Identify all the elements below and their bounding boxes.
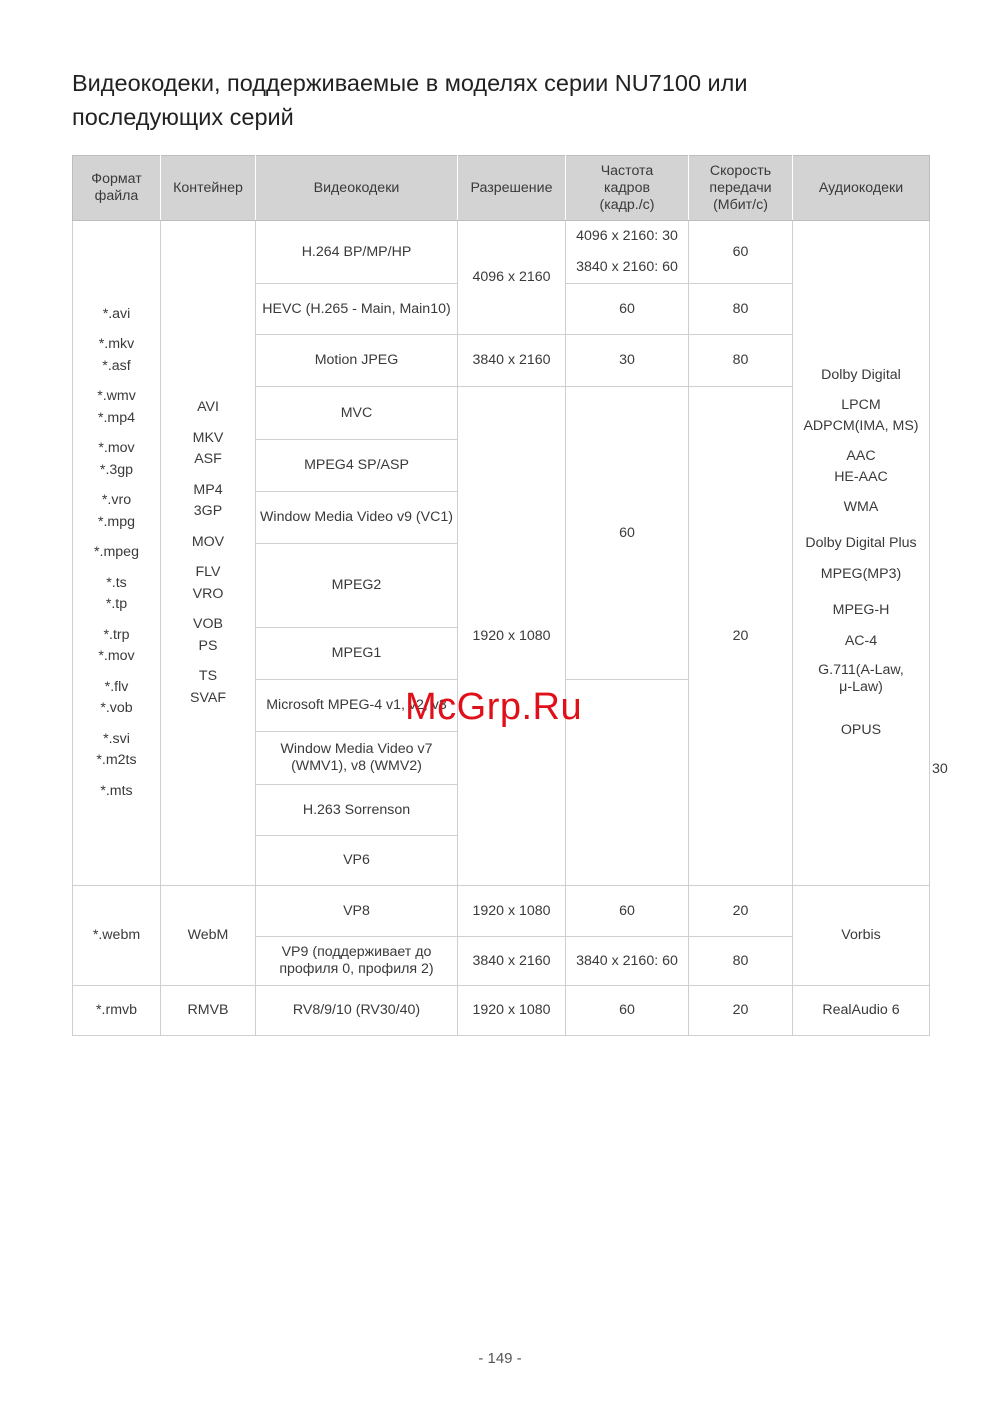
audio-codec-list: Dolby Digital LPCM ADPCM(IMA, MS) AAC HE-AAC WMA Dolby Digital Plus MPEG(MP3) MPEG-H AC-4 G.711(A-Law, μ-Law) OPUS bbox=[793, 221, 930, 886]
codec-h263: H.263 Sorrenson bbox=[256, 785, 458, 836]
title-line-1: Видеокодеки, поддерживаемые в моделях серии NU7100 или bbox=[72, 70, 748, 96]
resolution-vp8: 1920 x 1080 bbox=[458, 886, 566, 937]
codec-mjpeg: Motion JPEG bbox=[256, 335, 458, 387]
resolution-1080: 1920 x 1080 bbox=[458, 387, 566, 886]
codec-mpeg2: MPEG2 bbox=[256, 544, 458, 628]
header-container: Контейнер bbox=[161, 156, 256, 221]
codec-h264: H.264 BP/MP/HP bbox=[256, 221, 458, 284]
page-number: - 149 - bbox=[478, 1350, 522, 1367]
header-file-format: Формат файла bbox=[73, 156, 161, 221]
bitrate-hevc: 80 bbox=[689, 284, 793, 335]
framerate-hevc: 60 bbox=[566, 284, 689, 335]
table-row bbox=[73, 986, 930, 1036]
bitrate-20-group: 20 bbox=[689, 387, 793, 886]
table-row bbox=[73, 221, 930, 284]
file-format-list: *.avi *.mkv *.asf *.wmv *.mp4 *.mov *.3gp *.vro *.mpg *.mpeg *.ts *.tp *.trp *.mov *.flv *.vob *.svi *.m2ts *.mts bbox=[73, 221, 161, 886]
codec-hevc: HEVC (H.265 - Main, Main10) bbox=[256, 284, 458, 335]
framerate-vp8: 60 bbox=[566, 886, 689, 937]
codec-rv: RV8/9/10 (RV30/40) bbox=[256, 986, 458, 1036]
resolution-4096: 4096 x 2160 bbox=[458, 221, 566, 335]
framerate-60-group: 60 bbox=[566, 387, 689, 680]
watermark-logo: McGrp.Ru bbox=[405, 686, 583, 728]
resolution-mjpeg: 3840 x 2160 bbox=[458, 335, 566, 387]
bitrate-vp8: 20 bbox=[689, 886, 793, 937]
framerate-vp9: 3840 x 2160: 60 bbox=[566, 937, 689, 986]
bitrate-vp9: 80 bbox=[689, 937, 793, 986]
bitrate-mjpeg: 80 bbox=[689, 335, 793, 387]
file-format-rmvb: *.rmvb bbox=[73, 986, 161, 1036]
codec-wmv9: Window Media Video v9 (VC1) bbox=[256, 492, 458, 544]
framerate-mjpeg: 30 bbox=[566, 335, 689, 387]
codec-vp8: VP8 bbox=[256, 886, 458, 937]
codec-msmpeg4: Microsoft MPEG-4 v1, v2, v3 bbox=[256, 680, 458, 732]
header-resolution: Разрешение bbox=[458, 156, 566, 221]
header-video-codec: Видеокодеки bbox=[256, 156, 458, 221]
framerate-h264: 4096 x 2160: 30 3840 x 2160: 60 bbox=[566, 221, 689, 284]
resolution-rv: 1920 x 1080 bbox=[458, 986, 566, 1036]
video-codecs-table bbox=[72, 155, 948, 1036]
container-rmvb: RMVB bbox=[161, 986, 256, 1036]
table-header-row bbox=[73, 156, 930, 221]
title-line-2: последующих серий bbox=[72, 104, 294, 130]
bitrate-rv: 20 bbox=[689, 986, 793, 1036]
header-frame-rate: Частота кадров (кадр./с) bbox=[566, 156, 689, 221]
codec-vp9: VP9 (поддерживает до профиля 0, профиля 2) bbox=[256, 937, 458, 986]
resolution-vp9: 3840 x 2160 bbox=[458, 937, 566, 986]
codec-mpeg4: MPEG4 SP/ASP bbox=[256, 440, 458, 492]
audio-realaudio: RealAudio 6 bbox=[793, 986, 930, 1036]
codec-wmv7: Window Media Video v7 (WMV1), v8 (WMV2) bbox=[256, 732, 458, 785]
bitrate-h264: 60 bbox=[689, 221, 793, 284]
codec-vp6: VP6 bbox=[256, 836, 458, 886]
table-row: 30 bbox=[932, 761, 948, 777]
audio-vorbis: Vorbis bbox=[793, 886, 930, 986]
codec-mvc: MVC bbox=[256, 387, 458, 440]
table-row bbox=[73, 886, 930, 937]
framerate-rv: 60 bbox=[566, 986, 689, 1036]
page-title bbox=[72, 66, 932, 134]
header-audio-codec: Аудиокодеки bbox=[793, 156, 930, 221]
codec-mpeg1: MPEG1 bbox=[256, 628, 458, 680]
header-bitrate: Скорость передачи (Мбит/с) bbox=[689, 156, 793, 221]
file-format-webm: *.webm bbox=[73, 886, 161, 986]
container-webm: WebM bbox=[161, 886, 256, 986]
container-list: AVI MKV ASF MP4 3GP MOV FLV VRO VOB PS TS SVAF bbox=[161, 221, 256, 886]
